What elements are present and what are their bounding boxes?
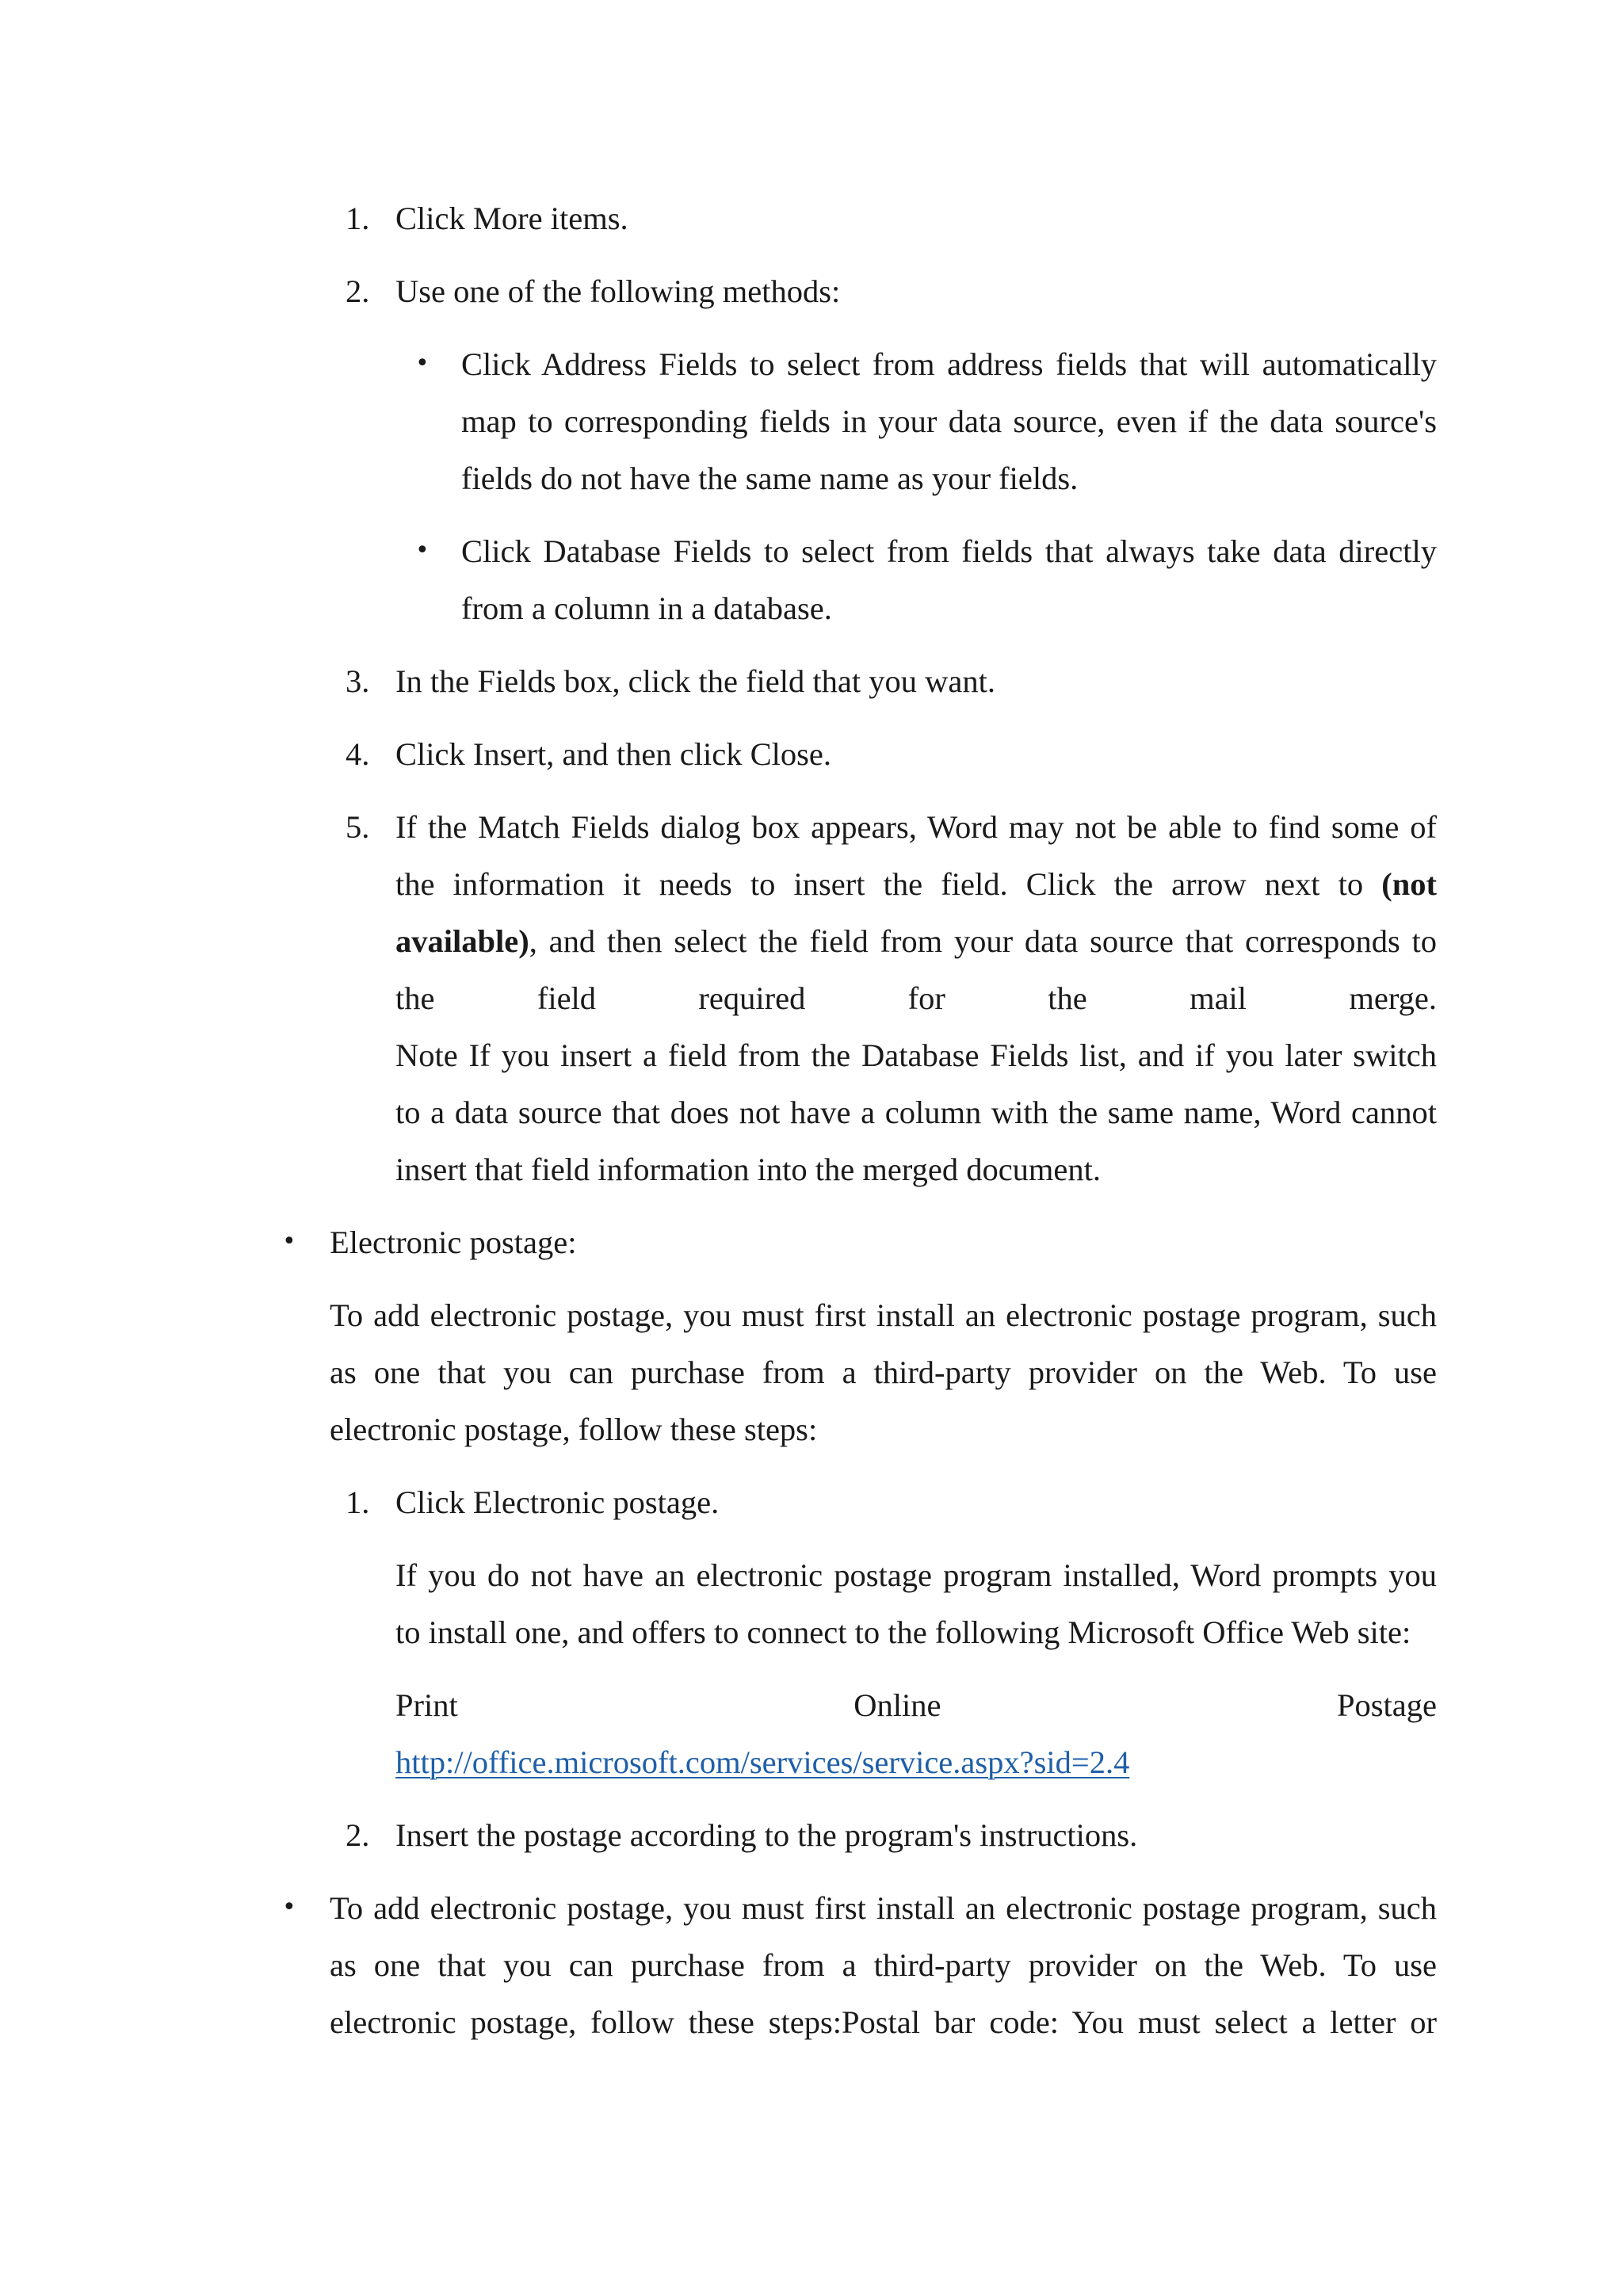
step-text: In the Fields box, click the field that you want. <box>395 663 995 699</box>
list-number: 5. <box>346 809 370 845</box>
list-number: 2. <box>346 1817 370 1853</box>
list-number: 1. <box>346 1484 370 1520</box>
note-line: Note If you insert a field from the Database Fields list, and if you later switch <box>395 1037 1437 1073</box>
bullet-icon: • <box>282 1228 296 1255</box>
paragraph-line: map to corresponding fields in your data source, even if the data source's <box>461 403 1437 439</box>
list-number: 2. <box>346 273 370 309</box>
paragraph-line: from a column in a database. <box>461 590 832 626</box>
bullet-icon: • <box>415 350 430 377</box>
paragraph-line: To add electronic postage, you must first install an electronic postage program, such <box>330 1297 1437 1333</box>
paragraph-line: Click Address Fields to select from address fields that will automatically <box>461 346 1437 382</box>
list-number: 1. <box>346 201 370 236</box>
paragraph-line: If you do not have an electronic postage program installed, Word prompts you <box>395 1557 1437 1593</box>
paragraph-line: as one that you can purchase from a third-party provider on the Web. To use <box>330 1354 1437 1390</box>
step-text: Click Insert, and then click Close. <box>395 736 831 772</box>
paragraph-line: If the Match Fields dialog box appears, Word may not be able to find some of <box>395 809 1437 845</box>
site-name: Print Online Postage <box>395 1687 1437 1723</box>
paragraph-line: Click Database Fields to select from fields that always take data directly <box>461 533 1437 569</box>
paragraph-line: electronic postage, follow these steps: <box>330 1412 818 1447</box>
bullet-icon: • <box>415 537 430 564</box>
list-number: 3. <box>346 663 370 699</box>
bullet-icon: • <box>282 1893 296 1921</box>
site-link[interactable]: http://office.microsoft.com/services/service.aspx?sid=2.4 <box>395 1744 1130 1780</box>
note-line: insert that field information into the merged document. <box>395 1152 1102 1187</box>
list-number: 4. <box>346 736 370 772</box>
paragraph-line: available), and then select the field from your data source that corresponds to <box>395 923 1437 959</box>
paragraph-line: electronic postage, follow these steps:Postal bar code: You must select a letter or <box>330 2004 1437 2040</box>
step-text: Click More items. <box>395 201 628 236</box>
paragraph-line: the field required for the mail merge. <box>395 980 1437 1016</box>
paragraph-line: to install one, and offers to connect to the following Microsoft Office Web site: <box>395 1614 1411 1650</box>
paragraph-line: the information it needs to insert the field. Click the arrow next to (not <box>395 866 1437 902</box>
step-text: Click Electronic postage. <box>395 1484 720 1520</box>
paragraph-line: To add electronic postage, you must first install an electronic postage program, such <box>330 1890 1437 1926</box>
note-line: to a data source that does not have a column with the same name, Word cannot <box>395 1095 1437 1130</box>
step-text: Use one of the following methods: <box>395 273 841 309</box>
paragraph-line: fields do not have the same name as your fields. <box>461 460 1079 496</box>
paragraph-line: as one that you can purchase from a third-party provider on the Web. To use <box>330 1947 1437 1983</box>
step-text: Insert the postage according to the program's instructions. <box>395 1817 1138 1853</box>
section-heading: Electronic postage: <box>330 1224 577 1260</box>
